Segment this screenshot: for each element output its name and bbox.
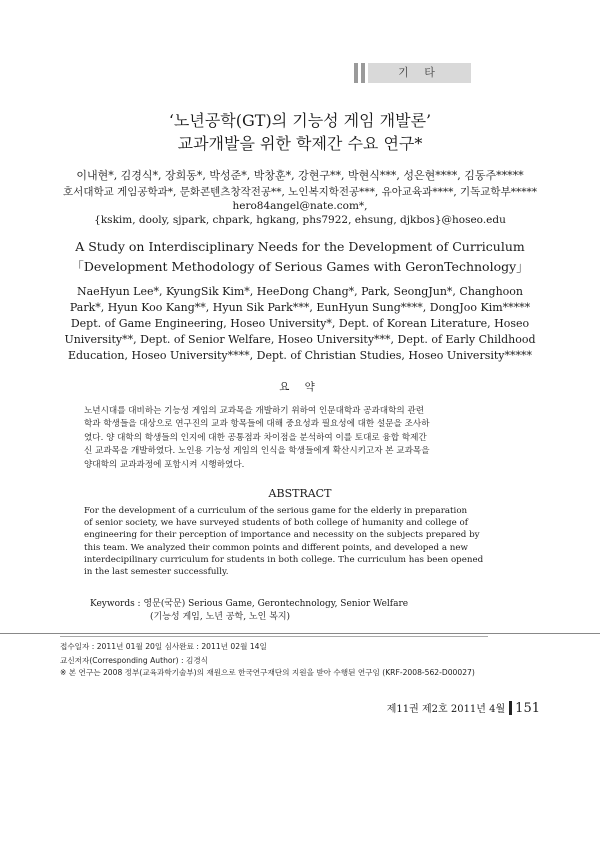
summary-line: 였다. 양 대학의 학생들의 인지에 대한 공통점과 차이점을 분석하여 이를 토대로 융합 학제간 <box>84 432 427 443</box>
affiliations-en-line: University**, Dept. of Senior Welfare, Hoseo University***, Dept. of Early Childhood <box>64 333 536 346</box>
title-ko-line1: ‘노년공학(GT)의 기능성 게임 개발론’ <box>168 111 432 130</box>
affiliations-ko: 호서대학교 게임공학과*, 문화콘텐츠창작전공**, 노인복지학전공***, 유아교육과****, 기독교학부***** <box>63 186 537 198</box>
abstract-line: interdecipilinary curriculum for students in both college. The curriculum has been opened <box>84 554 484 565</box>
abstract-heading: ABSTRACT <box>268 487 332 500</box>
authors-ko: 이내현*, 김경식*, 장희동*, 박성준*, 박창훈*, 강현구**, 박현식***, 성은현****, 김동주***** <box>76 169 524 182</box>
authors-en-line: Park*, Hyun Koo Kang**, Hyun Sik Park***, EunHyun Sung****, DongJoo Kim***** <box>69 301 531 314</box>
page-footer <box>387 700 540 716</box>
abstract-line: of senior society, we have surveyed students of both college of humanity and college of <box>84 518 468 529</box>
email-line1: hero84angel@nate.com*, <box>232 200 368 212</box>
summary-line: 노년시대를 대비하는 기능성 게임의 교과목을 개발하기 위하여 인문대학과 공과대학의 관련 <box>84 406 425 416</box>
footnote-funding: ※ 본 연구는 2008 정부(교육과학기술부)의 재원으로 한국연구재단의 지원을 받아 수행된 연구임 (KRF-2008-562-D00027) <box>60 668 475 677</box>
section-tag <box>354 63 471 83</box>
affiliations-en-line: Education, Hoseo University****, Dept. of Christian Studies, Hoseo University***** <box>67 349 532 362</box>
summary-heading: 요 약 <box>279 381 321 393</box>
footnote-dates: 접수일자 : 2011년 01월 20일 심사완료 : 2011년 02월 14일 <box>60 642 267 651</box>
summary-line: 신 교과목을 개발하였다. 노인용 기능성 게임의 인식을 학생들에게 확산시키고자 본 교과목을 <box>84 446 430 457</box>
affiliations-en-line: Dept. of Game Engineering, Hoseo University*, Dept. of Korean Literature, Hoseo <box>70 317 530 330</box>
authors-en-line: NaeHyun Lee*, KyungSik Kim*, HeeDong Chang*, Park, SeongJun*, Changhoon <box>77 285 523 298</box>
abstract-line: this team. We analyzed their common points and different points, and developed a new <box>84 542 468 553</box>
tag-bar-decoration <box>361 63 365 83</box>
summary-ko <box>84 405 520 472</box>
footnote-divider <box>0 633 600 634</box>
abstract-line: in the last semester successfully. <box>84 567 229 578</box>
footnote-divider-short <box>60 636 488 637</box>
keywords-ko: (기능성 게임, 노년 공학, 노인 복지) <box>150 612 291 622</box>
summary-line: 학과 학생들을 대상으로 연구진의 교과 항목들에 대해 중요성과 필요성에 대한 설문을 조사하 <box>84 419 430 430</box>
keywords-en: Keywords : 영문(국문) Serious Game, Gerontechnology, Senior Welfare <box>90 599 409 609</box>
abstract-line: engineering for their perception of importance and necessity on the subjects prepared by <box>84 530 480 541</box>
page-number: 151 <box>515 701 540 716</box>
title-ko-line2: 교과개발을 위한 학제간 수요 연구* <box>177 134 423 153</box>
email-line2: {kskim, dooly, sjpark, chpark, hgkang, phs7922, ehsung, djkbos}@hoseo.edu <box>94 214 506 226</box>
abstract-en <box>84 505 522 578</box>
abstract-line: For the development of a curriculum of the serious game for the elderly in preparation <box>84 506 468 516</box>
journal-issue: 제11권 제2호 2011년 4월 <box>386 704 506 715</box>
section-tag-label: 기 타 <box>368 63 471 83</box>
footnote-corresponding-author: 교신저자(Corresponding Author) : 김경식 <box>60 656 209 665</box>
tag-bar-decoration <box>354 63 358 83</box>
title-en-line2: 「Development Methodology of Serious Games with GeronTechnology」 <box>71 259 529 274</box>
title-en-line1: A Study on Interdisciplinary Needs for the Development of Curriculum <box>75 239 525 254</box>
footer-bar-decoration <box>509 701 512 715</box>
summary-line: 양대학의 교과과정에 포함시켜 시행하였다. <box>84 459 245 470</box>
